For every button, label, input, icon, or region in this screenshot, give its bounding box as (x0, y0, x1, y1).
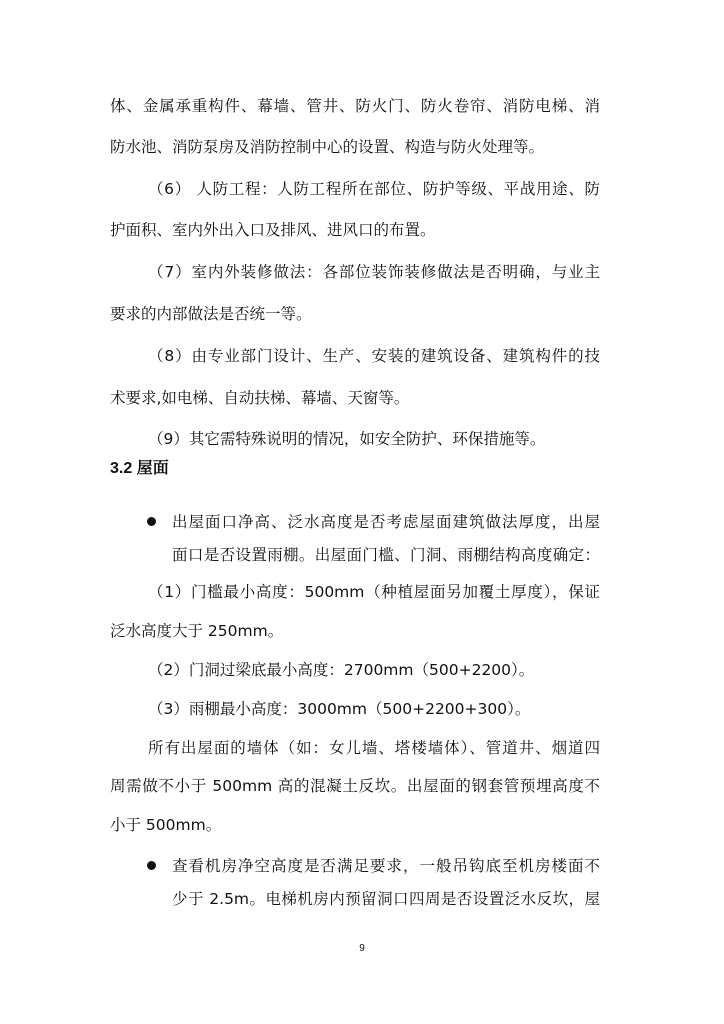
paragraph-line: 面口是否设置雨棚。出屋面门槛、门洞、雨棚结构高度确定： (172, 546, 600, 564)
paragraph-line: （7）室内外装修做法：各部位装饰装修做法是否明确，与业主 (148, 263, 600, 281)
paragraph-line: 要求的内部做法是否统一等。 (110, 305, 312, 323)
paragraph-line: （2）门洞过梁底最小高度：2700mm（500+2200）。 (148, 661, 535, 679)
paragraph-line: 术要求,如电梯、自动扶梯、幕墙、天窗等。 (110, 389, 410, 407)
paragraph-line: 出屋面口净高、泛水高度是否考虑屋面建筑做法厚度，出屋 (172, 513, 600, 531)
bullet-icon (147, 861, 156, 870)
paragraph-line: （9）其它需特殊说明的情况，如安全防护、环保措施等。 (148, 430, 546, 448)
paragraph-line: 所有出屋面的墙体（如：女儿墙、塔楼墙体）、管道井、烟道四 (148, 739, 600, 757)
paragraph-line: 防水池、消防泵房及消防控制中心的设置、构造与防火处理等。 (110, 138, 545, 156)
paragraph-line: （1）门槛最小高度：500mm（种植屋面另加覆土厚度），保证 (148, 583, 600, 601)
paragraph-line: 少于 2.5m。电梯机房内预留洞口四周是否设置泛水反坎，屋 (172, 890, 600, 908)
section-heading: 3.2 屋面 (110, 460, 169, 477)
paragraph-line: （3）雨棚最小高度：3000mm（500+2200+300）。 (148, 700, 531, 718)
paragraph-line: 小于 500mm。 (110, 816, 222, 834)
paragraph-line: （6） 人防工程：人防工程所在部位、防护等级、平战用途、防 (148, 180, 600, 198)
paragraph-line: 护面积、室内外出入口及排风、进风口的布置。 (110, 221, 436, 239)
paragraph-line: 体、金属承重构件、幕墙、管井、防火门、防火卷帘、消防电梯、消 (110, 97, 600, 115)
paragraph-line: （8）由专业部门设计、生产、安装的建筑设备、建筑构件的技 (148, 347, 600, 365)
bullet-icon (147, 517, 156, 526)
paragraph-line: 查看机房净空高度是否满足要求，一般吊钩底至机房楼面不 (172, 857, 600, 875)
paragraph-line: 泛水高度大于 250mm。 (110, 622, 284, 640)
paragraph-line: 周需做不小于 500mm 高的混凝土反坎。出屋面的钢套管预埋高度不 (110, 777, 600, 795)
page-number: 9 (359, 943, 365, 954)
